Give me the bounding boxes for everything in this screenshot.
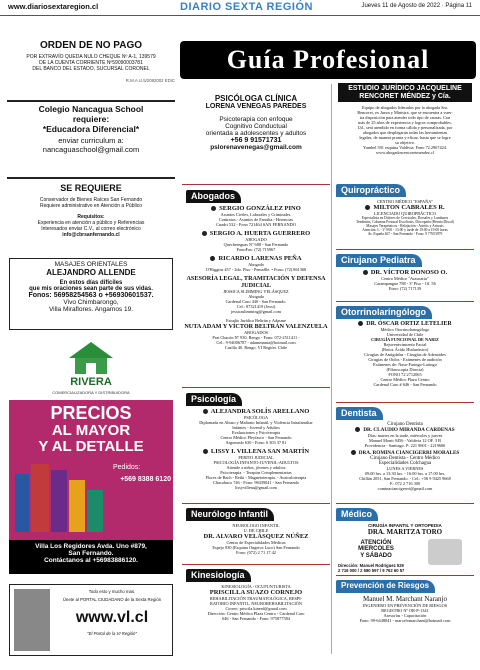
ad-line: Cognitivo Conductual [225, 123, 287, 130]
entry-detail: Infantes - Juvenil y Adultos [232, 425, 280, 430]
rivera-address: Villa Los Regidores Avda. Uno #879, [35, 543, 147, 550]
entry-detail: Centro Médico "Araucaria" [381, 276, 429, 281]
entry-detail: Espejo 830 (Esquina Ongeros Luco) San Fernando [212, 545, 300, 550]
dentista-list [336, 422, 474, 491]
otorrino-entry [336, 321, 474, 387]
entry-detail: CIRUGÍA INFANTIL Y ORTOPEDIA [368, 523, 442, 528]
issue-date: Jueves 11 de Agosto de 2022 · Página 11 [361, 3, 472, 9]
psicologia-list [182, 408, 330, 490]
ad-line: abogados que desplegarán todas las herramientas [362, 130, 448, 136]
ad-line: Requisitos: [77, 214, 105, 220]
schedule-line: MIERCOLES [358, 546, 394, 553]
page-header [0, 0, 480, 16]
entry-name: DR. CLAUDIO MIRANDA CARDENAS [336, 427, 474, 433]
psicologa-clinica-ad [182, 86, 330, 186]
ad-email[interactable]: info@cbrsanfernando.cl [62, 232, 120, 238]
entry-detail: Asesorías - Capacitación [383, 613, 427, 618]
medico-entry [336, 523, 474, 573]
entry-name: DRA. MARITZA TORO [367, 528, 443, 536]
entry-detail: (Fibroscopía Directa) [386, 367, 424, 372]
ad-name: LORENA VENEGAS PAREDES [205, 103, 307, 110]
ad-line: Ud., será atendido en forma cálida y personalizada, por [357, 125, 453, 131]
estudio-juridico-ad [332, 83, 478, 183]
rivera-ad [9, 336, 173, 574]
entry-detail: Av. España 467 - San Fernando - Fono: 9 77653979 [367, 232, 443, 236]
ad-line: enviar curriculum a: [58, 136, 124, 145]
entry-name: SERGIO GONZÁLEZ PINO [182, 205, 330, 212]
ad-line: DEL BANCO DEL ESTADO, SUCURSAL CORONEL [32, 66, 150, 72]
ad-line: Equipo de abogados liderados por la abogada Sra. [362, 105, 448, 111]
entry-detail: Atiende a niños, jóvenes y adultos [226, 465, 286, 470]
entry-detail: U. DE CHILE [243, 528, 269, 533]
entry-detail: REHABILITACIÓN TRAUMATOLÓGICA, RESPI- [209, 596, 303, 601]
ad-title: ESTUDIO JURÍDICO JACQUELINE RENCORET MÉNDEZ y Cía. [338, 83, 472, 102]
vl-portal-ad [9, 584, 173, 656]
entry-detail: Dirección: Manuel Rodríguez 529 [338, 563, 404, 568]
entry-detail: Abogada [248, 294, 264, 299]
rivera-mayor: AL MAYOR [51, 422, 131, 439]
entry-name: ASESORÍA LEGAL, TRAMITACIÓN Y DEFENSA JUDICIAL [186, 275, 326, 289]
portal-photo [14, 589, 50, 651]
entry-detail: (Botox Ácido Hialurónico) [381, 347, 429, 352]
ad-line: más de 25 años de experiencia y logros comprobables, [358, 120, 452, 126]
entry-detail: Quechereguas Nº 688 - San Fernando [223, 242, 289, 247]
entry-detail: Días: martes en la tarde, miércoles y jueves [367, 433, 443, 438]
entry-detail: cominaciancigerrri@gmail.com [377, 486, 433, 491]
abogados-list [182, 205, 330, 350]
ad-line: Psicoterapia con enfoque [219, 116, 293, 123]
entry-name: SERGIO A. HUERTA GUERRERO [182, 230, 330, 237]
entry-name: Manuel M. Marchant Naranjo [363, 595, 447, 603]
entry-name: MILTON CABRALES R. [336, 204, 474, 211]
entry-detail: Manuel Montt 0456 - Valdivia 12 OF. 3 B [368, 438, 442, 443]
cirujano-pediatra-entry [336, 269, 474, 291]
ad-line: Villa Miraflores. Angamos 19. [48, 306, 134, 313]
ad-title: Colegio Nancagua School [38, 104, 144, 114]
entry-detail: Prat Chacón Nº 930, Rengo - Fono: 072-2511411 - [212, 335, 300, 340]
ad-email[interactable]: pslorenavenegas@gmail.com [210, 144, 302, 151]
kinesiologia-entry [182, 584, 330, 621]
entry-detail: jessicaslimming@gmail.com [231, 309, 281, 314]
entry-detail: F.: 072 2 716 300 [389, 481, 421, 486]
entry-detail: Fono: 99-6448841 - marcelomarchant@hotmail.com [359, 618, 451, 623]
entry-detail: Fono: (72) 717139 [388, 286, 422, 291]
ad-line: Todo esto y mucho mas. [88, 589, 136, 594]
section-cirujano-pediatra: Cirujano Pediatra [336, 254, 422, 267]
section-abogados: Abogados [186, 190, 241, 203]
entry-detail: FonoFax: (72) 715967 [236, 247, 276, 252]
neurologo-entry [182, 523, 330, 555]
section-neurologo: Neurólogo Infantil [186, 508, 274, 521]
entry-detail: INGENIERO EN PREVENCIÓN DE RIESGOS [362, 603, 448, 608]
ad-title: MASAJES ORIENTALES [54, 261, 128, 268]
entry-detail: Casilla 40. Rengo. VI Región. Chile [224, 345, 288, 350]
entry-detail: PSICÓLOGA [243, 415, 269, 420]
site-url[interactable]: www.diariosextaregion.cl [8, 2, 99, 11]
guia-title: Guía Profesional [226, 45, 430, 74]
entry-detail: Centro Médico Plaza Centro [380, 377, 430, 382]
masajes-ad [9, 258, 173, 330]
entry-detail: Centro Médico Pleyfasco - San Fernando [220, 435, 292, 440]
entry-name: NUTA ADAM Y VÍCTOR BELTRÁN VALENZUELA [184, 323, 328, 330]
entry-name: RICARDO LARENAS PEÑA [182, 255, 330, 262]
ad-phone: Fonos: 56958254563 o +56930601537. [28, 292, 154, 299]
entry-detail: Rejuvenecimiento Facial [383, 342, 427, 347]
rivera-precios: PRECIOS [50, 403, 132, 423]
entry-name: ALEJANDRA SOLÍS ARELLANO [182, 408, 330, 415]
ad-title: PSICÓLOGA CLÍNICA [214, 94, 298, 103]
rivera-brand: RIVERA [70, 376, 112, 388]
ad-line: Rencoret, ex Jueza y Ministra, que se encuentra a vues- [357, 110, 453, 116]
ad-line: orientada a adolescentes y adultos [205, 130, 307, 137]
schedule-line: Y SÁBADO [360, 552, 392, 559]
ad-line: tra disposición para atender todo tipo de causas. Con [359, 115, 451, 121]
entry-name: DRA. ROMINA CIANCIGERRI MORALES [336, 450, 474, 456]
section-riesgos: Prevención de Riesgos [336, 580, 435, 593]
entry-detail: Evaluaciones y Psicoterapia [231, 430, 281, 435]
ad-line: Yumbel 591 esquina Valdivia. Fono 72.2967424. [363, 145, 447, 151]
ad-line: En estos días difíciles [59, 280, 123, 286]
entry-detail: 646 - San Fernando - Fono: 975877584 [222, 616, 290, 621]
entry-detail: Dirección: Centro Médico Plaza Centro - Cardenal Caro [207, 611, 305, 616]
entry-detail: CENTRO MÉDICO "ESPAÑA" [376, 199, 434, 204]
portal-url[interactable]: www.vl.cl [75, 609, 149, 626]
ad-url[interactable]: www.abogadosrencoretmendez.cl [376, 150, 434, 156]
entry-detail: Carampangue 788 - 3º Piso - Of. 56 [374, 281, 436, 286]
entry-name: PRISCILLA SUAZO CORNEJO [209, 589, 303, 596]
riesgos-entry [336, 595, 474, 623]
entry-detail: PERITO JUDICIAL [238, 455, 274, 460]
ad-line: su objetivo. [394, 140, 416, 146]
nancagua-ad [7, 104, 175, 172]
section-quiropractico: Quiropráctico [336, 184, 406, 197]
rivera-tag: COMERCIALIZADORA Y DISTRIBUIDORA [52, 390, 130, 395]
newspaper-brand: DIARIO SEXTA REGIÓN [180, 1, 313, 13]
ad-line: *Educadora Diferencial* [42, 124, 140, 134]
entry-detail: Providencia - Santiago. P: 221 9601 - 2219606 [364, 443, 446, 448]
entry-detail: Cirugías de Amígdalas - Cirugías de Adenoides [364, 352, 446, 357]
rivera-pedidos: Pedidos: [113, 464, 141, 471]
conservador-ad [7, 183, 175, 251]
entry-detail: Correo: priscila.kinerd@gmail.com [225, 606, 287, 611]
entry-detail: Masajes Terapéuticos - Relajación - Artritis y Artrosis [366, 224, 444, 228]
entry-detail: 09:00 hrs. a 13:30 hrs. - 16:00 hrs. a 17:00 hrs. [364, 471, 446, 476]
ad-line: Interesados enviar C.V., al correo electrónico [41, 226, 141, 232]
ad-line: Experiencia en atención a público y Referencias [37, 220, 145, 226]
entry-detail: Flores de Bach - Reiki - Magnetoterapia. - Auriculoterapia [205, 475, 307, 480]
entry-detail: lissyvillena@gmail.com [235, 485, 277, 490]
rivera-header [9, 336, 173, 400]
ad-line: Requiere administrativo en Atención a Público [39, 203, 142, 209]
section-kinesiologia: Kinesiología [186, 569, 251, 582]
ad-line: requiere: [72, 114, 110, 124]
products-image [15, 460, 105, 534]
entry-name: LISSY I. VILLENA SAN MARTÍN [182, 448, 330, 455]
entry-detail: Cardenal Caro # 646 - San Fernando [373, 382, 437, 387]
guia-title-bar [180, 41, 476, 79]
entry-detail: JESSICA SLIMMING VELÁSQUEZ [223, 289, 289, 294]
entry-detail: Chillán 2051, San Fernando. - Cel.: +56 9 9425 9668 [359, 476, 451, 481]
entry-name: DR. ÓSCAR ORTIZ LETELIER [336, 321, 474, 327]
entry-name: DR. ALVARO VELÁSQUEZ NÚÑEZ [203, 533, 309, 540]
rivera-address: San Fernando. [68, 550, 114, 557]
ad-line: DE LA CUENTA CORRIENTE Nº59090003781 [39, 60, 143, 66]
rivera-logo-icon [9, 336, 173, 378]
rivera-contact: Contáctanos al +56983886120. [44, 557, 138, 564]
entry-detail: Contratos.- Asuntos de Familia.- Herencias [218, 217, 294, 222]
ad-line: Vivo Chimbarongo, [63, 299, 119, 306]
entry-detail: 2 716 000 / 2 580 597 / 9 762 60 57 [338, 568, 405, 573]
ad-line: que mis oraciones sean parte de sus vidas. [29, 286, 153, 292]
entry-detail: Diplomada en Abuso y Maltrato Infantil, y Violencia Intrafamiliar [199, 420, 313, 425]
ad-line: Únete al PORTAL CIUDADANO de la Sexta Región [62, 597, 162, 602]
rivera-phone: +569 8388 6120 [120, 476, 171, 483]
entry-detail: O'Higgins 457 - 2do. Piso - Pemaflle. • Fono: (72) 861368 [205, 267, 307, 272]
section-dentista: Dentista [336, 407, 383, 420]
entry-detail: Asuntos Civiles, Laborales y Criminales. [220, 212, 292, 217]
quiropractico-entry [336, 199, 474, 236]
entry-detail: Estudio Jurídico Beltrán y Adasme [226, 318, 286, 323]
entry-name: DR. VÍCTOR DONOSO O. [336, 269, 474, 276]
entry-detail: PSICOLOGÍA INFANTO-JUVENIL-ADULTOS [213, 460, 299, 465]
rivera-footer [9, 540, 173, 574]
entry-detail: Exámenes de: Naso-Faringo-Laringo [373, 362, 437, 367]
ad-line: Conservador de Bienes Raíces San Fernando [39, 197, 143, 203]
section-psicologia: Psicología [186, 393, 242, 406]
doctor-photo [428, 539, 462, 565]
entry-detail: Tendinitis, Columna Postural Escoliosis, Discopatía (Hernia Discal) [356, 220, 454, 224]
medico-schedule [340, 540, 412, 559]
rivera-detalle: Y AL DETALLE [38, 438, 144, 455]
entry-detail: Cirujano Dentista [387, 422, 423, 427]
entry-detail: Chacabuco 746 - Fono: 98439041 - San Fernando [213, 480, 299, 485]
section-otorrino: Otorrinolaringólogo [336, 306, 432, 319]
ad-title: ORDEN DE NO PAGO [39, 40, 143, 51]
entry-detail: Cel.: 9-94006787 - adammnnia@hotmail.com [216, 340, 296, 345]
entry-detail: LICENCIADO QUIROPRÁCTICO [373, 211, 437, 216]
entry-detail: Psicoterapia. - Terapias Complementarias [220, 470, 292, 475]
entry-detail: Especialista en Dolores de Cervicales, Dorsales y Lumbares [361, 216, 449, 220]
section-medico: Médico [336, 508, 378, 521]
ad-line: "El Portal de la VI Región" [87, 631, 137, 636]
entry-detail: Cardenal Caro 440 - San Fernando. [225, 299, 287, 304]
entry-detail: FONO 72 2712065 [388, 372, 422, 377]
entry-detail: Cel.: 87321419 (Jessi) [236, 304, 276, 309]
entry-detail: Cirujano Dentista - Centro Médico [370, 456, 440, 461]
ad-name: ALEJANDRO ALLENDE [46, 268, 136, 277]
entry-detail: Fono: (072) 2 71 17 42 [236, 550, 276, 555]
entry-detail: KINESIOLOGÍA - OCUPUNTURISTA [221, 584, 291, 589]
entry-detail: ABOGADOS [244, 330, 268, 335]
entry-detail: REGISTRO Nº OR-P-1341 [381, 608, 429, 613]
entry-detail: RATORIO INFANTIL, NEUROREHABILITACIÓN [210, 601, 302, 606]
ad-phone: +56 9 91571731 [230, 137, 282, 144]
entry-detail: NEUROLOGO INFANTIL [232, 523, 280, 528]
ad-line: POR EXTRAVÍO QUEDA NULO CHEQUE Nº A-1, 139579 [26, 54, 156, 60]
ad-line: legales, de manera pronta y eficaz, hasta que se logre [359, 135, 451, 141]
entry-detail: Especialidades Colchagua [378, 461, 432, 466]
entry-detail: Argomedo 630 - Fono: 6 303 37 81 [225, 440, 287, 445]
entry-detail: Centro de Especialidades Médicas [226, 540, 286, 545]
entry-detail: Universidad de Chile [386, 332, 424, 337]
entry-detail: LUNES A VIERNES [386, 466, 424, 471]
entry-detail: Atención: L - V 9:00 - 13:00 y tarde de 19:00 a 19:00 horas [362, 228, 448, 232]
entry-detail: CIRUGÍA FUNCIONAL DE NARIZ [371, 337, 439, 342]
schedule-line: ATENCIÓN [360, 540, 392, 546]
entry-detail: Cirugías de Oídos - Exámenes de audición [368, 357, 442, 362]
ad-email[interactable]: nancaguaschool@gmail.com [42, 145, 140, 154]
entry-detail: Cuadri 532 - Fono 721464 SAN FERNANDO [216, 222, 296, 227]
ad-title: SE REQUIERE [60, 183, 122, 193]
orden-no-pago-ad [7, 38, 175, 96]
ad-code: R.M.A.U.5/2082002 EDIC [125, 78, 175, 83]
entry-detail: Médico Otorrinolaringólogo [380, 327, 430, 332]
entry-detail: Abogado [248, 262, 264, 267]
entry-detail: ABOGADO [245, 237, 267, 242]
